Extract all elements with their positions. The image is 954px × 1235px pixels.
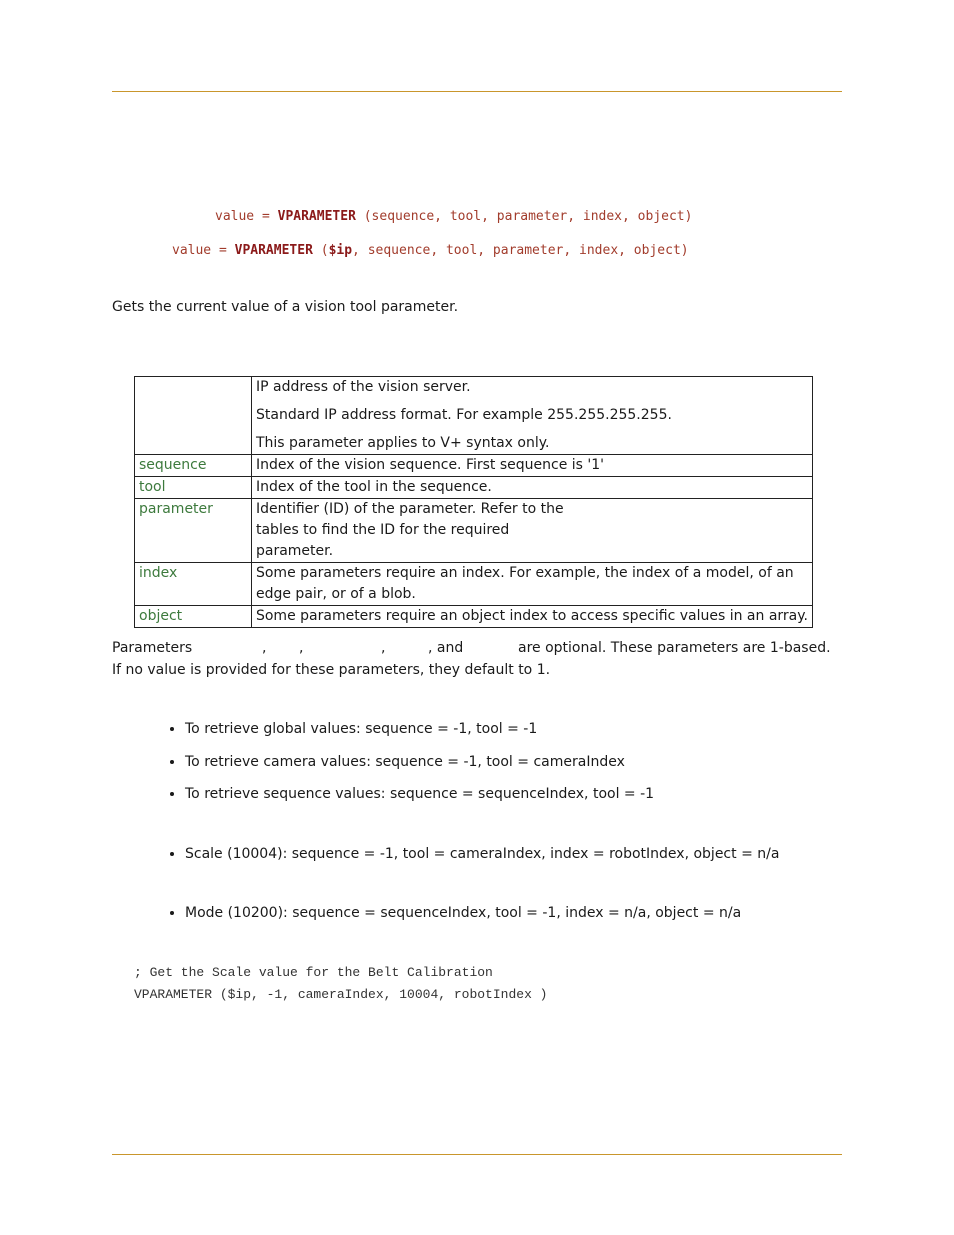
param-name: [135, 377, 252, 455]
details-optional-text: are optional. These parameters are 1-based.: [518, 640, 831, 656]
param-desc-line: Standard IP address format. For example 255.255.255.255.: [255, 407, 672, 423]
syntax-line-2: [172, 243, 689, 258]
param-description: [251, 477, 812, 499]
list-item: • Scale (10004): sequence = -1, tool = cameraIndex, index = robotIndex, object = n/a: [185, 843, 779, 865]
scale-list: [166, 843, 779, 865]
list-item: • Mode (10200): sequence = sequenceIndex, tool = -1, index = n/a, object = n/a: [185, 902, 741, 924]
details-comma: ,: [262, 640, 267, 656]
parameters-table: [134, 376, 813, 628]
param-description: [251, 377, 812, 455]
details-word-parameters: Parameters: [112, 640, 193, 656]
param-desc-line: IP address of the vision server.: [255, 379, 471, 395]
table-row: [135, 563, 813, 606]
param-desc-line: This parameter applies to V+ syntax only.: [255, 435, 550, 451]
param-description: [251, 563, 812, 606]
param-desc-line: Some parameters require an object index to access specific values in an array.: [255, 608, 808, 624]
list-item: • To retrieve global values: sequence = -1, tool = -1: [185, 718, 654, 740]
syntax-args: , sequence, tool, parameter, index, object): [352, 243, 689, 258]
example-code: [134, 962, 547, 1006]
param-desc-line: Index of the tool in the sequence.: [255, 479, 492, 495]
syntax-open-paren: (: [312, 243, 329, 258]
details-comma: ,: [299, 640, 304, 656]
syntax-prefix: value =: [172, 243, 235, 258]
table-row: [135, 606, 813, 628]
syntax-ip-arg: $ip: [328, 243, 353, 258]
details-comma: ,: [381, 640, 386, 656]
syntax-keyword: VPARAMETER: [234, 243, 313, 258]
syntax-keyword: VPARAMETER: [277, 209, 356, 224]
syntax-line-1: [215, 209, 692, 224]
syntax-prefix: value =: [215, 209, 278, 224]
example-call: VPARAMETER ($ip, -1, cameraIndex, 10004, robotIndex ): [134, 987, 548, 1002]
param-description: [251, 499, 812, 563]
param-name: tool: [135, 477, 252, 499]
param-name: parameter: [135, 499, 252, 563]
header-rule: [112, 91, 842, 92]
table-row: [135, 499, 813, 563]
syntax-args: (sequence, tool, parameter, index, object): [355, 209, 693, 224]
list-item: • To retrieve camera values: sequence = -1, tool = cameraIndex: [185, 751, 654, 773]
function-description: Gets the current value of a vision tool parameter.: [112, 299, 459, 315]
table-row: [135, 377, 813, 455]
list-item: • To retrieve sequence values: sequence = sequenceIndex, tool = -1: [185, 783, 654, 805]
param-desc-line: Index of the vision sequence. First sequence is '1': [255, 457, 605, 473]
param-desc-line: Identifier (ID) of the parameter. Refer to the tables to find the ID for the required parameter.: [255, 501, 564, 559]
footer-rule: [112, 1154, 842, 1155]
param-desc-line: Some parameters require an index. For example, the index of a model, of an edge pair, or of a blob.: [255, 565, 794, 602]
retrieve-values-list: [166, 718, 654, 805]
param-name: index: [135, 563, 252, 606]
table-row: [135, 455, 813, 477]
param-description: [251, 455, 812, 477]
param-description: [251, 606, 812, 628]
details-default-text: If no value is provided for these parameters, they default to 1.: [112, 662, 551, 678]
table-row: [135, 477, 813, 499]
param-name: sequence: [135, 455, 252, 477]
param-name: object: [135, 606, 252, 628]
mode-list: [166, 902, 741, 924]
example-comment: ; Get the Scale value for the Belt Calibration: [134, 965, 493, 980]
details-and: , and: [428, 640, 464, 656]
